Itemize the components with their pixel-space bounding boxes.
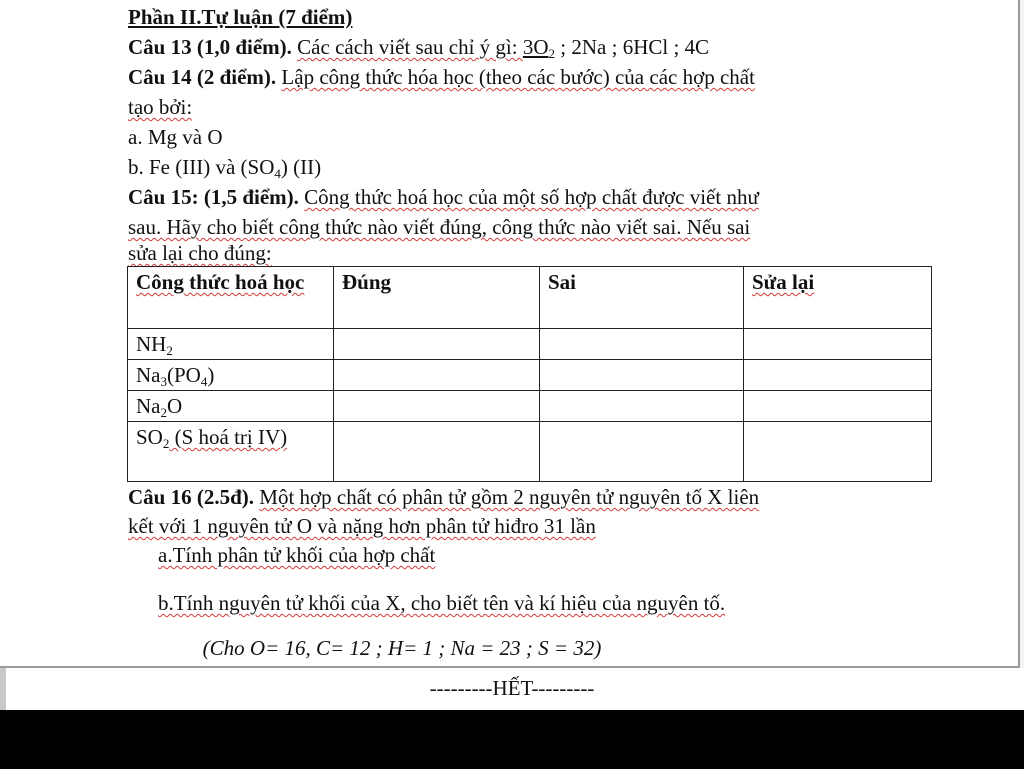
wrong-cell [540, 329, 744, 360]
q14-item-b: b. Fe (III) và $(SO_4)$ (II) [128, 155, 322, 181]
fix-cell [744, 391, 932, 422]
section-title: Phần II.Tự luận (7 điểm) [128, 5, 353, 29]
formula-cell: $Na_2O$ [128, 391, 334, 422]
q16-item-a: a.Tính phân tử khối của hợp chất [158, 543, 436, 567]
correct-cell [334, 391, 540, 422]
q14-label: Câu 14 (2 điểm). [128, 65, 277, 89]
fix-cell [744, 329, 932, 360]
question-14 [128, 64, 755, 90]
page-edge [0, 668, 6, 710]
correct-cell [334, 329, 540, 360]
q13-label: Câu 13 (1,0 điểm). [128, 35, 292, 59]
fix-cell [744, 422, 932, 482]
end-text: ---------HẾT--------- [429, 676, 595, 700]
table-header: Đúng [334, 267, 540, 329]
wrong-cell [540, 391, 744, 422]
q15-text-2: sau. Hãy cho biết công thức nào viết đúng, công thức nào viết sai. Nếu sai [128, 215, 751, 239]
table-header: Sửa lại [744, 267, 932, 329]
table-row [128, 391, 932, 422]
correct-cell [334, 422, 540, 482]
formula-cell: $NH_2$ [128, 329, 334, 360]
question-16 [128, 484, 759, 510]
fix-cell [744, 360, 932, 391]
q16-note: (Cho O= 16, C= 12 ; H= 1 ; Na = 23 ; S = 32) [202, 636, 602, 660]
table-row [128, 329, 932, 360]
q13-rest: ; 6HCl ; 4C [611, 35, 710, 59]
question-13 [128, 34, 709, 60]
formula-cell: $Na_3(PO_4)$ [128, 360, 334, 391]
table-row [128, 360, 932, 391]
q13-formula-2: 2Na [571, 35, 607, 59]
q14-text: Lập công thức hóa học (theo các bước) của các hợp chất [281, 65, 755, 89]
wrong-cell [540, 422, 744, 482]
q15-label: Câu 15: (1,5 điểm). [128, 185, 299, 209]
q13-sep: ; [560, 35, 567, 59]
table-header: Sai [540, 267, 744, 329]
table-row [128, 422, 932, 482]
q14-text-2: tạo bởi: [128, 95, 193, 119]
q15-text: Công thức hoá học của một số hợp chất được viết như [304, 185, 759, 209]
q15-text-3: sửa lại cho đúng: [128, 241, 272, 265]
q16-label: Câu 16 (2.5đ). [128, 485, 255, 509]
q16-item-b: b.Tính nguyên tử khối của X, cho biết tên và kí hiệu của nguyên tố. [158, 591, 726, 615]
next-page-area [0, 668, 1024, 710]
formula-cell: $SO_2$ (S hoá trị IV) [128, 422, 334, 482]
table-header: Công thức hoá học [128, 267, 334, 329]
formula-table [127, 266, 932, 482]
q13-formula-1: $3O_2$ [522, 35, 556, 61]
correct-cell [334, 360, 540, 391]
q16-text: Một hợp chất có phân tử gồm 2 nguyên tử nguyên tố X liên [259, 485, 760, 509]
q14-item-a: a. Mg và O [128, 125, 223, 149]
question-15 [128, 184, 759, 210]
wrong-cell [540, 360, 744, 391]
q16-text-2: kết với 1 nguyên tử O và nặng hơn phân tử hiđro 31 lần [128, 514, 596, 538]
q13-text: Các cách viết sau chỉ ý gì: [297, 35, 523, 59]
